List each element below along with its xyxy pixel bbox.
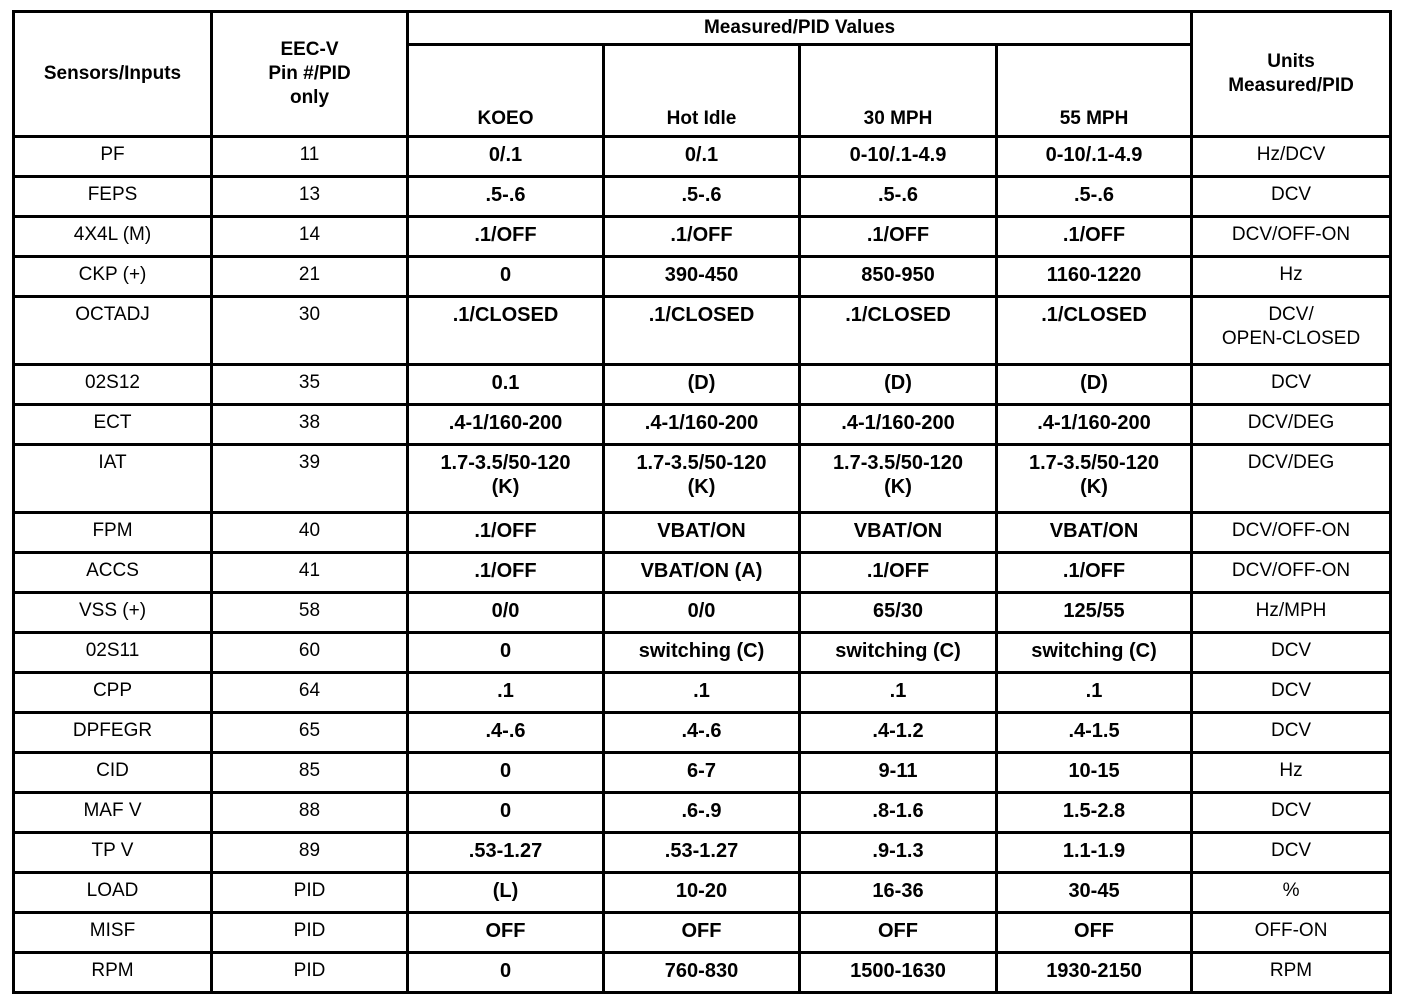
pin-cell: 89 xyxy=(212,833,408,873)
pin-cell: 14 xyxy=(212,217,408,257)
koeo-value: .1/OFF xyxy=(408,553,604,593)
units-cell: DCV/OFF-ON xyxy=(1192,217,1391,257)
koeo-value: (L) xyxy=(408,873,604,913)
55-mph-value: 1.7-3.5/50-120 (K) xyxy=(997,445,1192,513)
30-mph-value: switching (C) xyxy=(800,633,997,673)
hot-idle-value: .1/OFF xyxy=(604,217,800,257)
sensor-cell: IAT xyxy=(14,445,212,513)
sensor-cell: FEPS xyxy=(14,177,212,217)
sensor-cell: CKP (+) xyxy=(14,257,212,297)
table-row xyxy=(14,365,1391,405)
55-mph-value: 1.1-1.9 xyxy=(997,833,1192,873)
table-row xyxy=(14,445,1391,513)
units-cell: DCV/DEG xyxy=(1192,405,1391,445)
sensor-cell: VSS (+) xyxy=(14,593,212,633)
pin-cell: 85 xyxy=(212,753,408,793)
hot-idle-value: .1/CLOSED xyxy=(604,297,800,365)
table-row xyxy=(14,177,1391,217)
header-units: Units Measured/PID xyxy=(1192,12,1391,137)
hot-idle-value: .4-.6 xyxy=(604,713,800,753)
table-row xyxy=(14,913,1391,953)
30-mph-value: .4-1.2 xyxy=(800,713,997,753)
55-mph-value: 30-45 xyxy=(997,873,1192,913)
hot-idle-value: switching (C) xyxy=(604,633,800,673)
30-mph-value: 16-36 xyxy=(800,873,997,913)
koeo-value: .1 xyxy=(408,673,604,713)
30-mph-value: .9-1.3 xyxy=(800,833,997,873)
30-mph-value: 1.7-3.5/50-120 (K) xyxy=(800,445,997,513)
30-mph-value: .5-.6 xyxy=(800,177,997,217)
header-measured-values: Measured/PID Values xyxy=(408,12,1192,45)
sensor-cell: RPM xyxy=(14,953,212,993)
30-mph-value: OFF xyxy=(800,913,997,953)
table-row xyxy=(14,405,1391,445)
table-row xyxy=(14,553,1391,593)
units-cell: Hz xyxy=(1192,257,1391,297)
30-mph-value: 850-950 xyxy=(800,257,997,297)
30-mph-value: 1500-1630 xyxy=(800,953,997,993)
units-cell: DCV/OFF-ON xyxy=(1192,553,1391,593)
55-mph-value: 0-10/.1-4.9 xyxy=(997,137,1192,177)
sensor-cell: MAF V xyxy=(14,793,212,833)
table-row xyxy=(14,593,1391,633)
55-mph-value: (D) xyxy=(997,365,1192,405)
units-cell: % xyxy=(1192,873,1391,913)
55-mph-value: 1160-1220 xyxy=(997,257,1192,297)
units-cell: DCV/DEG xyxy=(1192,445,1391,513)
hot-idle-value: .4-1/160-200 xyxy=(604,405,800,445)
55-mph-value: 1930-2150 xyxy=(997,953,1192,993)
sensor-cell: CID xyxy=(14,753,212,793)
koeo-value: 0.1 xyxy=(408,365,604,405)
koeo-value: .1/OFF xyxy=(408,217,604,257)
sensor-cell: 02S11 xyxy=(14,633,212,673)
koeo-value: 1.7-3.5/50-120 (K) xyxy=(408,445,604,513)
units-cell: DCV xyxy=(1192,673,1391,713)
pin-cell: 13 xyxy=(212,177,408,217)
units-cell: DCV xyxy=(1192,633,1391,673)
koeo-value: .1/CLOSED xyxy=(408,297,604,365)
55-mph-value: 125/55 xyxy=(997,593,1192,633)
55-mph-value: .1/OFF xyxy=(997,217,1192,257)
koeo-value: 0 xyxy=(408,633,604,673)
55-mph-value: .1/CLOSED xyxy=(997,297,1192,365)
pin-cell: PID xyxy=(212,913,408,953)
55-mph-value: OFF xyxy=(997,913,1192,953)
pin-cell: 64 xyxy=(212,673,408,713)
table-row xyxy=(14,257,1391,297)
units-cell: DCV/ OPEN-CLOSED xyxy=(1192,297,1391,365)
55-mph-value: .4-1/160-200 xyxy=(997,405,1192,445)
sensor-cell: OCTADJ xyxy=(14,297,212,365)
30-mph-value: .1 xyxy=(800,673,997,713)
hot-idle-value: .53-1.27 xyxy=(604,833,800,873)
table-row xyxy=(14,513,1391,553)
pin-cell: 60 xyxy=(212,633,408,673)
table-row xyxy=(14,673,1391,713)
table-row xyxy=(14,633,1391,673)
table-row xyxy=(14,793,1391,833)
header-koeo: KOEO xyxy=(408,45,604,137)
table-body xyxy=(14,137,1391,993)
30-mph-value: .1/OFF xyxy=(800,217,997,257)
pin-cell: PID xyxy=(212,953,408,993)
koeo-value: .53-1.27 xyxy=(408,833,604,873)
koeo-value: 0/0 xyxy=(408,593,604,633)
table-row xyxy=(14,137,1391,177)
sensor-cell: ECT xyxy=(14,405,212,445)
pin-cell: 40 xyxy=(212,513,408,553)
sensor-cell: 4X4L (M) xyxy=(14,217,212,257)
hot-idle-value: VBAT/ON xyxy=(604,513,800,553)
55-mph-value: .5-.6 xyxy=(997,177,1192,217)
units-cell: Hz/DCV xyxy=(1192,137,1391,177)
sensor-cell: TP V xyxy=(14,833,212,873)
koeo-value: .4-1/160-200 xyxy=(408,405,604,445)
sensor-cell: CPP xyxy=(14,673,212,713)
30-mph-value: .1/CLOSED xyxy=(800,297,997,365)
units-cell: DCV/OFF-ON xyxy=(1192,513,1391,553)
koeo-value: 0 xyxy=(408,793,604,833)
table-row xyxy=(14,833,1391,873)
hot-idle-value: 760-830 xyxy=(604,953,800,993)
sensor-cell: ACCS xyxy=(14,553,212,593)
pin-cell: 11 xyxy=(212,137,408,177)
hot-idle-value: 0/0 xyxy=(604,593,800,633)
30-mph-value: 0-10/.1-4.9 xyxy=(800,137,997,177)
table-row xyxy=(14,217,1391,257)
units-cell: DCV xyxy=(1192,713,1391,753)
sensor-cell: 02S12 xyxy=(14,365,212,405)
sensor-cell: FPM xyxy=(14,513,212,553)
units-cell: Hz/MPH xyxy=(1192,593,1391,633)
hot-idle-value: VBAT/ON (A) xyxy=(604,553,800,593)
pin-cell: 35 xyxy=(212,365,408,405)
koeo-value: 0 xyxy=(408,753,604,793)
hot-idle-value: .1 xyxy=(604,673,800,713)
hot-idle-value: 10-20 xyxy=(604,873,800,913)
30-mph-value: .4-1/160-200 xyxy=(800,405,997,445)
units-cell: DCV xyxy=(1192,365,1391,405)
header-hot-idle: Hot Idle xyxy=(604,45,800,137)
30-mph-value: VBAT/ON xyxy=(800,513,997,553)
pin-cell: 88 xyxy=(212,793,408,833)
hot-idle-value: 390-450 xyxy=(604,257,800,297)
55-mph-value: 10-15 xyxy=(997,753,1192,793)
table-row xyxy=(14,873,1391,913)
koeo-value: 0/.1 xyxy=(408,137,604,177)
table-row xyxy=(14,713,1391,753)
55-mph-value: 1.5-2.8 xyxy=(997,793,1192,833)
30-mph-value: .8-1.6 xyxy=(800,793,997,833)
table-row xyxy=(14,953,1391,993)
units-cell: OFF-ON xyxy=(1192,913,1391,953)
55-mph-value: .1/OFF xyxy=(997,553,1192,593)
pin-cell: 30 xyxy=(212,297,408,365)
sensor-values-table xyxy=(12,10,1392,994)
header-30-mph: 30 MPH xyxy=(800,45,997,137)
pin-cell: 58 xyxy=(212,593,408,633)
units-cell: RPM xyxy=(1192,953,1391,993)
hot-idle-value: (D) xyxy=(604,365,800,405)
pin-cell: 41 xyxy=(212,553,408,593)
table-row xyxy=(14,297,1391,365)
koeo-value: OFF xyxy=(408,913,604,953)
55-mph-value: VBAT/ON xyxy=(997,513,1192,553)
hot-idle-value: OFF xyxy=(604,913,800,953)
pin-cell: 39 xyxy=(212,445,408,513)
header-sensors: Sensors/Inputs xyxy=(14,12,212,137)
pin-cell: 21 xyxy=(212,257,408,297)
units-cell: DCV xyxy=(1192,177,1391,217)
units-cell: Hz xyxy=(1192,753,1391,793)
pin-cell: 65 xyxy=(212,713,408,753)
sensor-cell: DPFEGR xyxy=(14,713,212,753)
55-mph-value: .4-1.5 xyxy=(997,713,1192,753)
header-pin: EEC-V Pin #/PID only xyxy=(212,12,408,137)
koeo-value: .5-.6 xyxy=(408,177,604,217)
koeo-value: .4-.6 xyxy=(408,713,604,753)
30-mph-value: 9-11 xyxy=(800,753,997,793)
30-mph-value: 65/30 xyxy=(800,593,997,633)
sensor-cell: PF xyxy=(14,137,212,177)
pin-cell: PID xyxy=(212,873,408,913)
sensor-cell: MISF xyxy=(14,913,212,953)
hot-idle-value: .6-.9 xyxy=(604,793,800,833)
55-mph-value: switching (C) xyxy=(997,633,1192,673)
hot-idle-value: 0/.1 xyxy=(604,137,800,177)
header-55-mph: 55 MPH xyxy=(997,45,1192,137)
sensor-cell: LOAD xyxy=(14,873,212,913)
hot-idle-value: .5-.6 xyxy=(604,177,800,217)
koeo-value: 0 xyxy=(408,257,604,297)
hot-idle-value: 1.7-3.5/50-120 (K) xyxy=(604,445,800,513)
30-mph-value: (D) xyxy=(800,365,997,405)
30-mph-value: .1/OFF xyxy=(800,553,997,593)
units-cell: DCV xyxy=(1192,793,1391,833)
units-cell: DCV xyxy=(1192,833,1391,873)
koeo-value: .1/OFF xyxy=(408,513,604,553)
koeo-value: 0 xyxy=(408,953,604,993)
hot-idle-value: 6-7 xyxy=(604,753,800,793)
55-mph-value: .1 xyxy=(997,673,1192,713)
pin-cell: 38 xyxy=(212,405,408,445)
table-row xyxy=(14,753,1391,793)
